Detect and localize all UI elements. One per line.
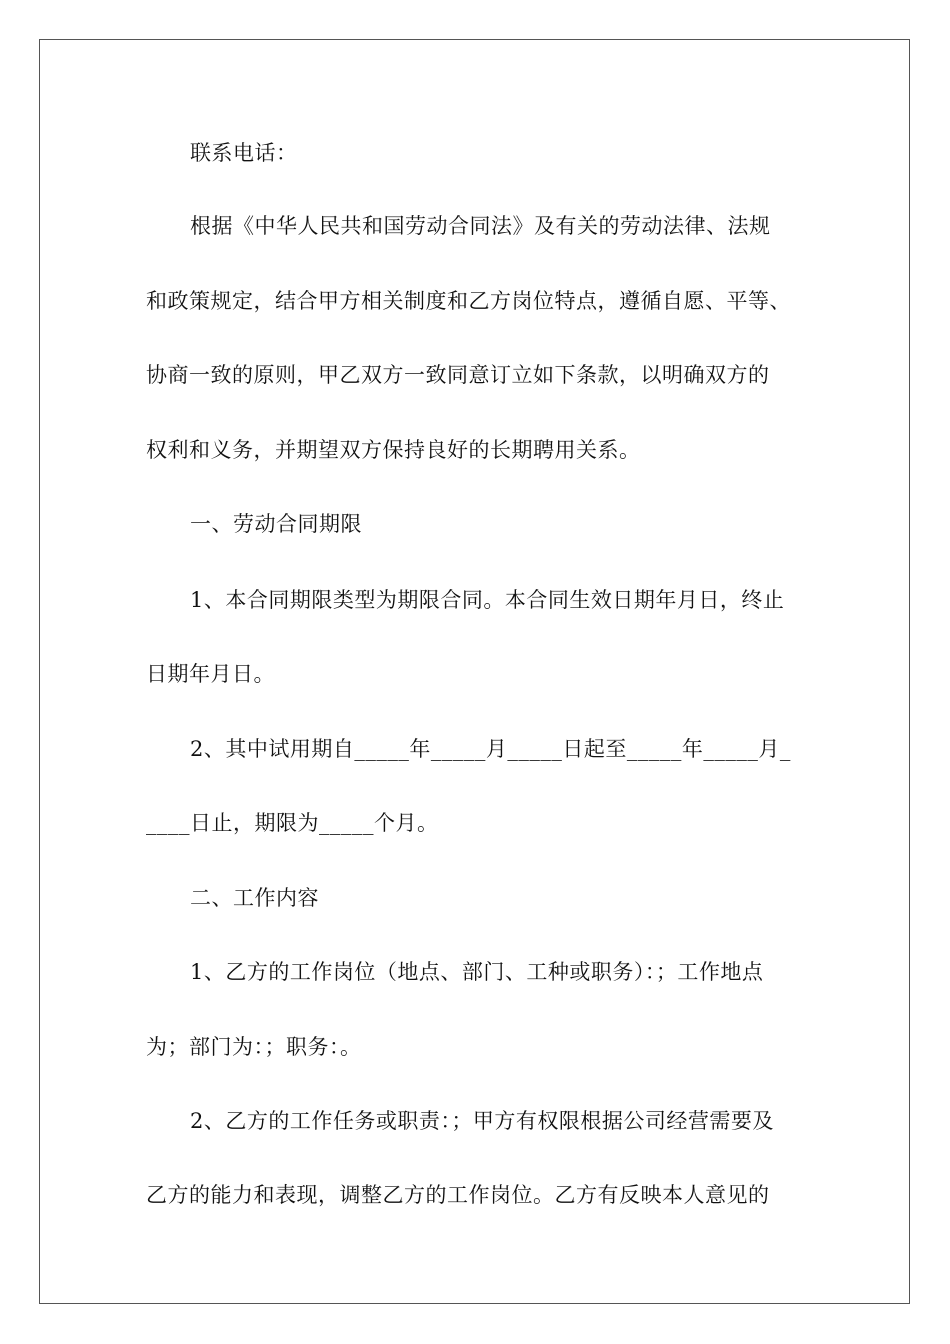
paragraph-line: ____日止，期限为_____个月。 [146, 811, 439, 835]
paragraph-line: 2、其中试用期自_____年_____月_____日起至_____年_____月_ [190, 737, 791, 761]
paragraph-line: 为；部门为：；职务：。 [146, 1035, 362, 1059]
paragraph-line: 协商一致的原则，甲乙双方一致同意订立如下条款，以明确双方的 [146, 363, 770, 387]
paragraph-line: 1、本合同期限类型为期限合同。本合同生效日期年月日，终止 [190, 588, 785, 612]
contact-phone-line: 联系电话： [190, 141, 298, 165]
section-heading: 一、劳动合同期限 [190, 512, 362, 536]
paragraph-line: 日期年月日。 [146, 662, 275, 686]
paragraph-line: 和政策规定，结合甲方相关制度和乙方岗位特点，遵循自愿、平等、 [146, 289, 791, 313]
paragraph-line: 2、乙方的工作任务或职责：；甲方有权限根据公司经营需要及 [190, 1109, 774, 1133]
paragraph-line: 根据《中华人民共和国劳动合同法》及有关的劳动法律、法规 [190, 214, 771, 238]
paragraph-line: 乙方的能力和表现，调整乙方的工作岗位。乙方有反映本人意见的 [146, 1183, 770, 1207]
paragraph-line: 权利和义务，并期望双方保持良好的长期聘用关系。 [146, 438, 641, 462]
section-heading: 二、工作内容 [190, 886, 319, 910]
paragraph-line: 1、乙方的工作岗位（地点、部门、工种或职务）：；工作地点 [190, 960, 764, 984]
